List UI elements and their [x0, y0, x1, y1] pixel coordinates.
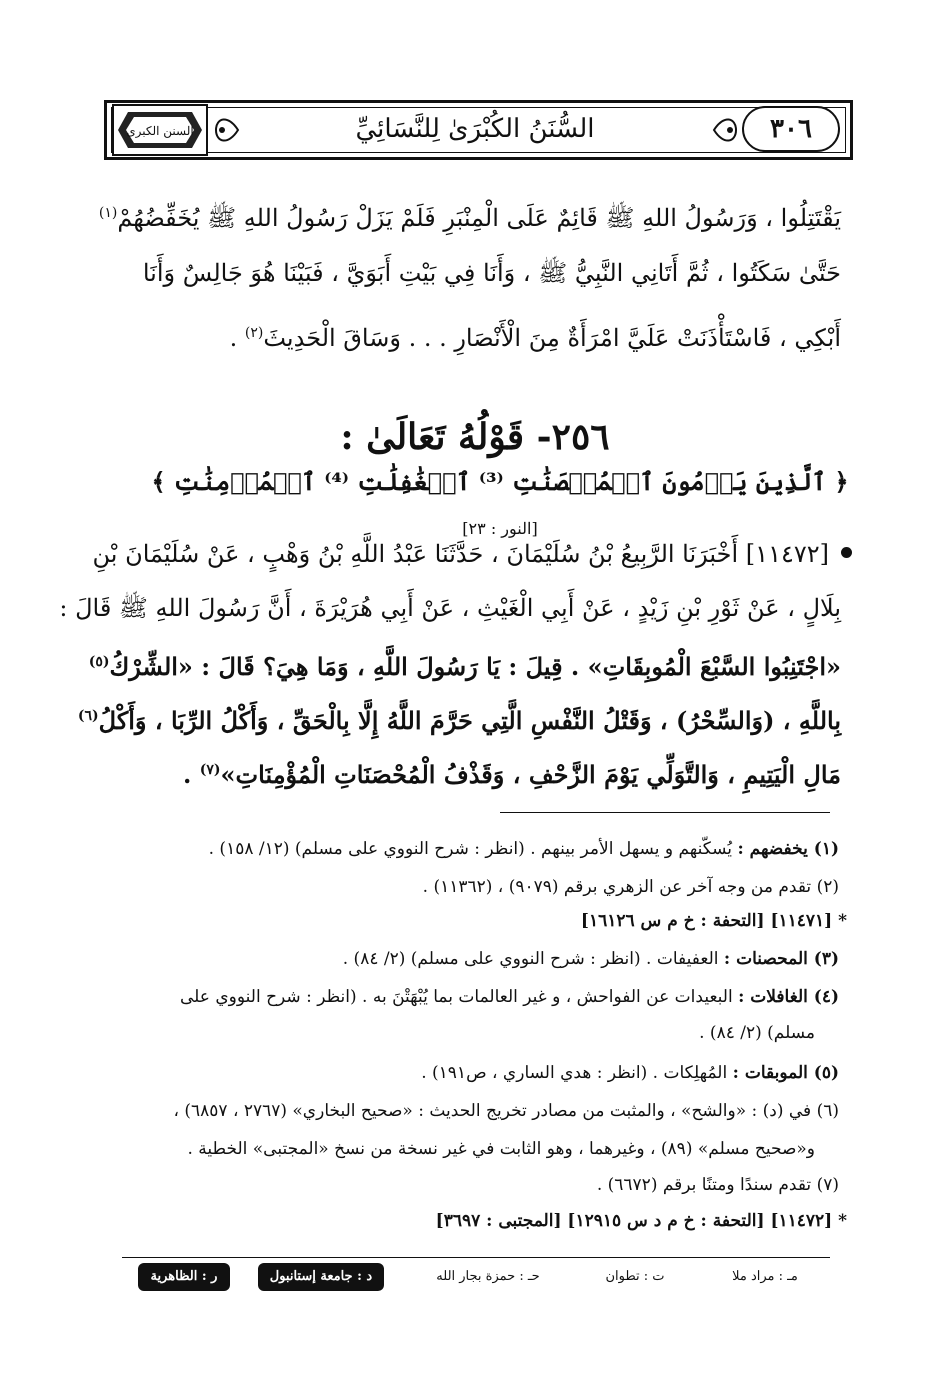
page-header-title: السُّنَنُ الكُبْرَىٰ لِلنَّسَائِيِّ [355, 114, 595, 144]
continuation-line-3: أَبْكِي ، فَاسْتَأْذَنَتْ عَلَيَّ امْرَأَةٌ مِنَ الْأَنْصَارِ . . . وَسَاقَ الْحَدِيثَ$^{(٢)}$ . [229, 324, 841, 352]
footnote-3: (٣) المحصنات : العفيفات . (انظر : شرح النووي على مسلم) (٢/ ٨٤) . [342, 949, 839, 969]
hadith-line-4: بِاللَّهِ ، (وَالسِّحْرُ) ، وَقَتْلُ النَّفْسِ الَّتِي حَرَّمَ اللَّهُ إِلَّا بِالْحَقِّ ، وَأَكْلُ الرِّبَا ، وَأَكْلُ$^{(٦)}$ [77, 706, 841, 735]
footnote-mark-6: (٦) [77, 708, 99, 724]
footer-meta-2: ت : تطوان [605, 1269, 665, 1284]
page-number: ٣٠٦ [742, 106, 840, 152]
takhrij-11472: * [١١٤٧٢] [التحفة : خ م د س ١٢٩١٥] [المجتبى : ٣٦٩٧] [435, 1211, 847, 1231]
footnote-7: (٧) تقدم سندًا ومتنًا برقم (٦٦٧٢) . [596, 1175, 839, 1195]
hadith-line-5: مَالِ الْيَتِيمِ ، وَالتَّوَلِّي يَوْمَ الزَّحْفِ ، وَقَذْفُ الْمُحْصَنَاتِ الْمُؤْمِنَاتِ»$^{(٧)}$ . [183, 760, 841, 789]
footnote-mark-2: (٢) [244, 325, 264, 341]
footnote-2: (٢) تقدم من وجه آخر عن الزهري برقم (٩٠٧٩) ، (١١٣٦٢) . [422, 877, 839, 897]
footnote-6-continued: و«صحيح مسلم» (٨٩) ، وغيرهما ، وهو الثابت في غير نسخة من نسخ «المجتبى» الخطية . [187, 1139, 815, 1159]
hadith-line-1: [١١٤٧٢] أَخْبَرَنَا الرَّبِيعُ بْنُ سُلَيْمَانَ ، حَدَّثَنَا عَبْدُ اللَّهِ بْنُ وَهْبٍ ، عَنْ سُلَيْمَانَ بْنِ [92, 540, 829, 568]
bullet-dot-icon [841, 547, 852, 558]
footer-meta-3: حـ : حمزة بجار الله [436, 1269, 540, 1284]
footnote-4-continued: مسلم) (٢/ ٨٤) . [699, 1023, 815, 1043]
quran-verse [150, 460, 850, 538]
footnote-mark-7: (٧) [199, 762, 221, 778]
takhrij-11471: * [١١٤٧١] [التحفة : خ م س ١٦١٢٦] [580, 911, 847, 931]
chapter-heading: ٢٥٦- قَوْلُهُ تَعَالَىٰ : [340, 416, 610, 458]
footer-rule [122, 1257, 830, 1258]
footnote-1: (١) يخفضهم : يُسكّنهم و يسهل الأمر بينهم . (انظر : شرح النووي على مسلم) (١٢/ ١٥٨) . [208, 839, 839, 859]
footnote-separator [500, 812, 830, 813]
footnote-5: (٥) الموبقات : المُهلِكات . (انظر : هدي الساري ، ص١٩١) . [421, 1063, 839, 1083]
hadith-line-2: بِلَالٍ ، عَنْ ثَوْرِ بْنِ زَيْدٍ ، عَنْ أَبِي الْغَيْثِ ، عَنْ أَبِي هُرَيْرَةَ ، أَنَّ رَسُولَ اللهِ ﷺ قَالَ : [59, 594, 841, 622]
footnote-4: (٤) الغافلات : البعيدات عن الفواحش ، و غير العالمات بما يُبْهَتْنَ به . (انظر : شرح النووي على [180, 987, 839, 1007]
footer-meta-1: مـ : مراد ملا [732, 1269, 798, 1284]
footnote-6: (٦) في (د) : «والشح» ، والمثبت من مصادر تخريج الحديث : «صحيح البخاري» (٢٧٦٧ ، ٦٨٥٧) ، [173, 1101, 839, 1121]
book-emblem-icon [112, 104, 208, 156]
footer-tag-istanbul: د : جامعة إستانبول [258, 1263, 384, 1291]
emblem-text: السنن الكبرى [126, 124, 194, 138]
continuation-line-1: يَقْتَتِلُوا ، وَرَسُولُ اللهِ ﷺ قَائِمٌ عَلَى الْمِنْبَرِ فَلَمْ يَزَلْ رَسُولُ اللهِ ﷺ يُخَفِّضُهُمْ$^{(١)}$ [98, 204, 841, 232]
verse-reference: [النور : ٢٣] [462, 519, 538, 538]
hadith-line-3: «اجْتَنِبُوا السَّبْعَ الْمُوبِقَاتِ» . قِيلَ : يَا رَسُولَ اللَّهِ ، وَمَا هِيَ؟ قَالَ : «الشِّرْكُ$^{(٥)}$ [88, 652, 841, 681]
footer-tag-zahiriyya: ر : الظاهرية [138, 1263, 230, 1291]
hadith-number: [١١٤٧٢] [745, 540, 829, 568]
footnote-mark-1: (١) [98, 205, 118, 221]
continuation-line-2: حَتَّىٰ سَكَتُوا ، ثُمَّ أَتَانِي النَّبِيُّ ﷺ ، وَأَنَا فِي بَيْتِ أَبَوَيَّ ، فَبَيْنَا هُوَ جَالِسٌ وَأَنَا [142, 259, 841, 287]
footnote-mark-5: (٥) [88, 654, 110, 670]
verse-text: ﴿ ٱلَّذِينَ يَرۡمُونَ ٱلۡمُحۡصَنَٰتِ ⁽³⁾ ٱلۡغَٰفِلَٰتِ ⁽⁴⁾ ٱلۡمُؤۡمِنَٰتِ ﴾ [151, 467, 849, 496]
